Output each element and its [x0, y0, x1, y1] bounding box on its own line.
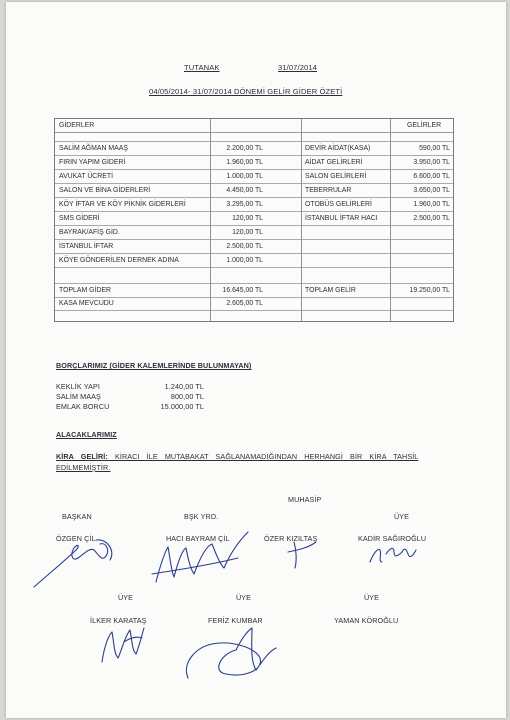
- cash-label: KASA MEVCUDU: [59, 300, 114, 307]
- signer-name: ÖZER KIZILTAŞ: [264, 534, 318, 543]
- expense-label: SALON VE BİNA GİDERLERİ: [59, 187, 151, 194]
- expense-value: 3.295,00 TL: [226, 201, 263, 208]
- debts-title: BORÇLARIMIZ (GİDER KALEMLERİNDE BULUNMAYAN): [56, 361, 252, 370]
- debt-value: 800,00 TL: [170, 392, 204, 401]
- cash-value: 2.605,00 TL: [226, 300, 263, 307]
- debt-label: KEKLİK YAPI: [56, 382, 100, 391]
- expense-label: SMS GİDERİ: [59, 215, 100, 222]
- total-income-label: TOPLAM GELİR: [305, 287, 356, 294]
- expense-value: 1.000,00 TL: [226, 257, 263, 264]
- expense-label: SALİM AĞMAN MAAŞ: [59, 145, 128, 152]
- signature-mark: [370, 548, 416, 562]
- expense-label: BAYRAK/AFİŞ GİD.: [59, 229, 120, 236]
- income-header: GELİRLER: [407, 122, 442, 129]
- signer-role: MUHASİP: [288, 495, 322, 504]
- expenses-header: GİDERLER: [59, 122, 95, 129]
- debt-value: 1.240,00 TL: [164, 382, 204, 391]
- total-expense-value: 16.645,00 TL: [222, 287, 263, 294]
- income-label: SALON GELİRLERİ: [305, 173, 367, 180]
- debt-value: 15.000,00 TL: [160, 402, 204, 411]
- document-title: TUTANAK: [184, 63, 220, 72]
- signer-name: İLKER KARATAŞ: [90, 616, 147, 625]
- signer-name: FERİZ KUMBAR: [208, 616, 263, 625]
- expense-value: 4.450,00 TL: [226, 187, 263, 194]
- income-value: 3.950,00 TL: [413, 159, 450, 166]
- signature-mark: [96, 540, 112, 560]
- expense-label: FIRIN YAPIM GİDERİ: [59, 159, 126, 166]
- rent-income-line-2: EDİLMEMİŞTİR.: [56, 463, 111, 472]
- expense-label: KÖYE GÖNDERİLEN DERNEK ADINA: [59, 257, 179, 264]
- income-label: DEVİR AİDAT(KASA): [305, 145, 371, 152]
- expense-value: 120,00 TL: [232, 215, 263, 222]
- period-summary-title: 04/05/2014- 31/07/2014 DÖNEMİ GELİR GİDER ÖZETİ: [149, 87, 343, 96]
- expense-value: 2.500,00 TL: [226, 243, 263, 250]
- signer-role: ÜYE: [364, 593, 380, 602]
- income-value: 1.960,00 TL: [413, 201, 450, 208]
- income-label: TEBERRULAR: [305, 187, 352, 194]
- signer-role: BŞK YRD.: [184, 512, 219, 521]
- total-expense-label: TOPLAM GİDER: [59, 287, 111, 294]
- document-date: 31/07/2014: [278, 63, 318, 72]
- income-value: 6.600,00 TL: [413, 173, 450, 180]
- debt-label: EMLAK BORCU: [56, 402, 110, 411]
- expense-value: 2.200,00 TL: [226, 145, 263, 152]
- expense-label: İSTANBUL İFTAR: [59, 243, 114, 250]
- income-label: OTOBÜS GELİRLERİ: [305, 201, 372, 208]
- total-income-value: 19.250,00 TL: [409, 287, 450, 294]
- income-label: AİDAT GELİRLERİ: [305, 159, 363, 166]
- signer-role: BAŞKAN: [62, 512, 92, 521]
- expense-value: 120,00 TL: [232, 229, 263, 236]
- expense-value: 1.000,00 TL: [226, 173, 263, 180]
- signature-mark: [34, 544, 108, 587]
- signer-name: KADİR SAĞIROĞLU: [358, 534, 427, 543]
- income-value: 3.650,00 TL: [413, 187, 450, 194]
- document-page: [6, 2, 506, 718]
- rent-income-text: KİRACI İLE MUTABAKAT SAĞLANAMADIĞINDAN HERHANGİ BİR KİRA TAHSİL: [114, 452, 419, 461]
- expense-value: 1.960,00 TL: [226, 159, 263, 166]
- expense-label: KÖY İFTAR VE KÖY PİKNİK GİDERLERİ: [59, 201, 186, 208]
- signer-role: ÜYE: [118, 593, 134, 602]
- signer-name: YAMAN KÖROĞLU: [334, 616, 399, 625]
- handwritten-signatures: [6, 2, 506, 718]
- income-value: 2.500,00 TL: [413, 215, 450, 222]
- rent-income-label: KİRA GELİRİ:: [56, 452, 108, 461]
- debt-label: SALİM MAAŞ: [56, 392, 101, 401]
- signature-mark: [186, 628, 276, 678]
- signer-role: ÜYE: [394, 512, 410, 521]
- signature-mark: [288, 542, 316, 568]
- signer-name: HACI BAYRAM ÇİL: [166, 534, 230, 543]
- receivables-title: ALACAKLARIMIZ: [56, 430, 117, 439]
- income-label: İSTANBUL İFTAR HACI: [305, 215, 378, 222]
- income-value: 590,00 TL: [419, 145, 450, 152]
- expense-label: AVUKAT ÜCRETİ: [59, 173, 113, 180]
- signature-mark: [156, 532, 248, 582]
- signature-mark: [102, 628, 144, 662]
- signer-role: ÜYE: [236, 593, 252, 602]
- signer-name: ÖZGEN ÇİL: [56, 534, 96, 543]
